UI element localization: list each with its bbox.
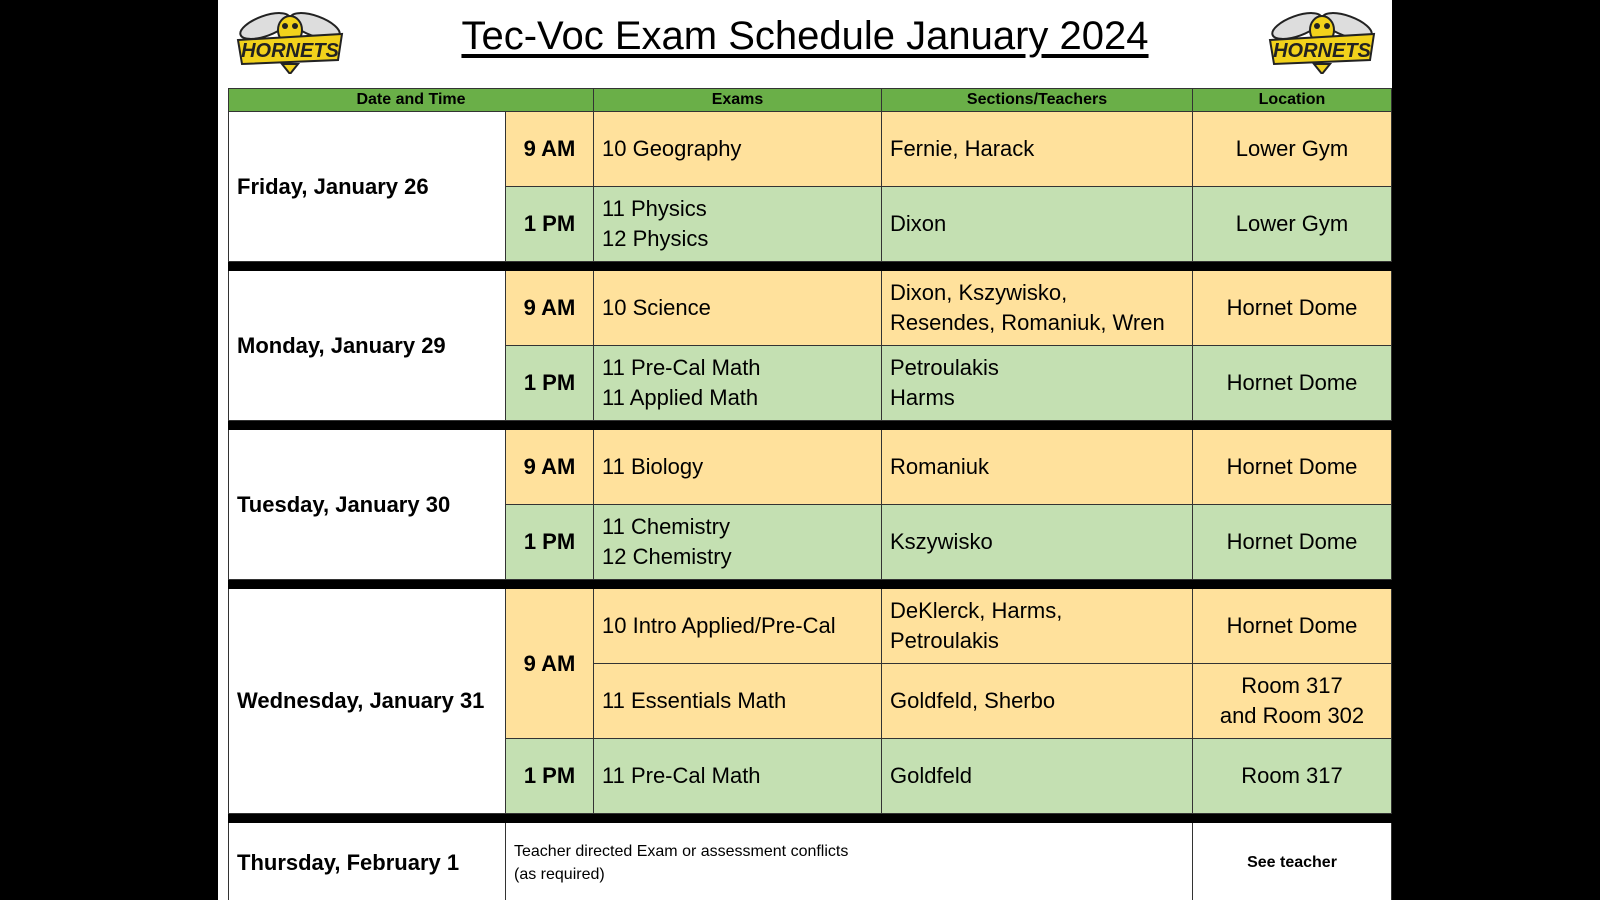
exam-name: 10 Geography bbox=[594, 112, 882, 187]
note-line: (as required) bbox=[514, 865, 605, 883]
time-slot: 9 AM bbox=[506, 112, 594, 187]
svg-text:HORNETS: HORNETS bbox=[241, 40, 339, 62]
header-sections: Sections/Teachers bbox=[882, 89, 1193, 112]
day-label: Wednesday, January 31 bbox=[229, 589, 506, 814]
header-date-time: Date and Time bbox=[229, 89, 594, 112]
exam-line: 12 Chemistry bbox=[602, 544, 732, 569]
teachers: Goldfeld, Sherbo bbox=[882, 664, 1193, 739]
location: Lower Gym bbox=[1193, 187, 1392, 262]
teachers: Dixon bbox=[882, 187, 1193, 262]
exam-line: 11 Applied Math bbox=[602, 385, 759, 410]
location: Hornet Dome bbox=[1193, 430, 1392, 505]
day-label: Monday, January 29 bbox=[229, 271, 506, 421]
table-header-row bbox=[229, 89, 1392, 112]
day-separator bbox=[229, 814, 1392, 823]
table-row bbox=[229, 823, 1392, 900]
exam-schedule-table bbox=[228, 88, 1392, 900]
exam-name: 11 Essentials Math bbox=[594, 664, 882, 739]
hornets-logo bbox=[1262, 4, 1382, 74]
day-separator bbox=[229, 262, 1392, 271]
location: Room 317 bbox=[1193, 739, 1392, 814]
exam-line: 11 Chemistry bbox=[602, 514, 730, 539]
time-slot: 1 PM bbox=[506, 505, 594, 580]
page-title: Tec-Voc Exam Schedule January 2024 bbox=[461, 14, 1149, 58]
note-cell bbox=[506, 823, 1193, 900]
exam-name: 10 Science bbox=[594, 271, 882, 346]
day-label: Tuesday, January 30 bbox=[229, 430, 506, 580]
location-line: and Room 302 bbox=[1219, 703, 1365, 728]
exam-line: 11 Pre-Cal Math bbox=[602, 355, 761, 380]
exam-name bbox=[594, 346, 882, 421]
location: See teacher bbox=[1193, 823, 1392, 900]
teacher-line: Dixon, Kszywisko, bbox=[890, 280, 1068, 305]
table-row bbox=[229, 589, 1392, 664]
teachers: Fernie, Harack bbox=[882, 112, 1193, 187]
time-slot: 9 AM bbox=[506, 430, 594, 505]
location: Hornet Dome bbox=[1193, 346, 1392, 421]
location: Lower Gym bbox=[1193, 112, 1392, 187]
day-separator bbox=[229, 421, 1392, 430]
day-separator bbox=[229, 580, 1392, 589]
teacher-line: Petroulakis bbox=[890, 355, 999, 380]
teacher-line: Harms bbox=[890, 385, 955, 410]
note-line: Teacher directed Exam or assessment conflicts bbox=[514, 842, 849, 860]
location-line: Room 317 bbox=[1241, 673, 1343, 698]
teacher-line: Resendes, Romaniuk, Wren bbox=[890, 310, 1165, 335]
exam-name: 11 Biology bbox=[594, 430, 882, 505]
exam-line: 12 Physics bbox=[602, 226, 709, 251]
table-row bbox=[229, 271, 1392, 346]
time-slot: 1 PM bbox=[506, 187, 594, 262]
teachers: Kszywisko bbox=[882, 505, 1193, 580]
teacher-line: DeKlerck, Harms, bbox=[890, 598, 1063, 623]
day-label: Thursday, February 1 bbox=[229, 823, 506, 900]
time-slot: 1 PM bbox=[506, 739, 594, 814]
exam-name: 10 Intro Applied/Pre-Cal bbox=[594, 589, 882, 664]
schedule-page bbox=[218, 0, 1392, 900]
teachers: Goldfeld bbox=[882, 739, 1193, 814]
teacher-line: Petroulakis bbox=[890, 628, 999, 653]
time-slot: 9 AM bbox=[506, 589, 594, 739]
location bbox=[1193, 664, 1392, 739]
exam-name: 11 Pre-Cal Math bbox=[594, 739, 882, 814]
table-row bbox=[229, 112, 1392, 187]
day-label: Friday, January 26 bbox=[229, 112, 506, 262]
exam-name bbox=[594, 187, 882, 262]
teachers: Romaniuk bbox=[882, 430, 1193, 505]
time-slot: 1 PM bbox=[506, 346, 594, 421]
location: Hornet Dome bbox=[1193, 271, 1392, 346]
svg-text:HORNETS: HORNETS bbox=[1273, 40, 1371, 62]
exam-name bbox=[594, 505, 882, 580]
location: Hornet Dome bbox=[1193, 589, 1392, 664]
teachers bbox=[882, 271, 1193, 346]
location: Hornet Dome bbox=[1193, 505, 1392, 580]
teachers bbox=[882, 589, 1193, 664]
table-row bbox=[229, 430, 1392, 505]
time-slot: 9 AM bbox=[506, 271, 594, 346]
header-location: Location bbox=[1193, 89, 1392, 112]
exam-line: 11 Physics bbox=[602, 196, 707, 221]
teachers bbox=[882, 346, 1193, 421]
header-exams: Exams bbox=[594, 89, 882, 112]
